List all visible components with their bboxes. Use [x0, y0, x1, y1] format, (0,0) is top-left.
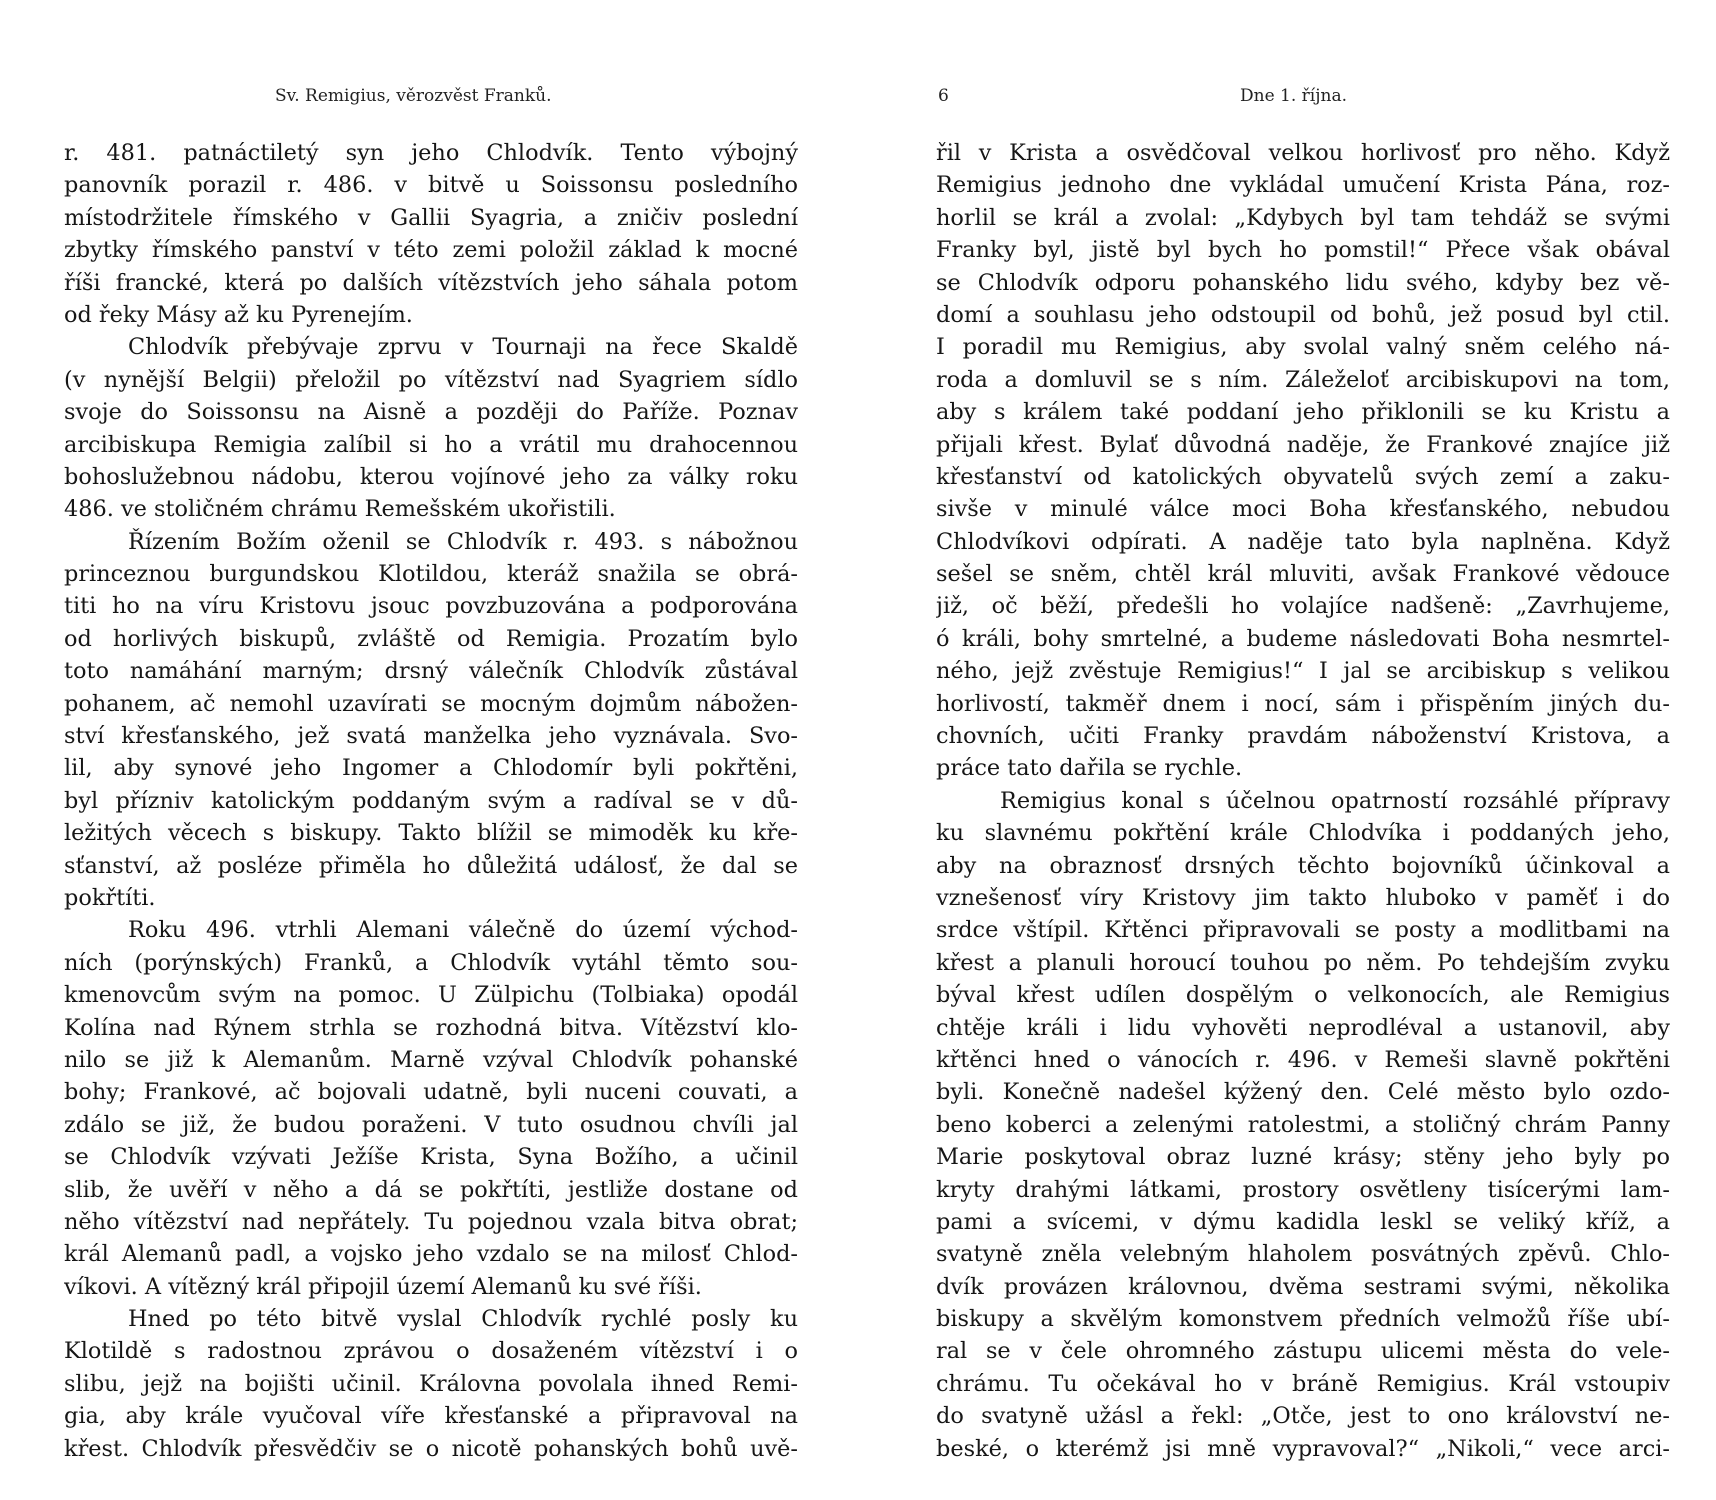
text-line: Franky byl, jistě byl bych ho pomstil!“ Přece však obával	[936, 237, 1670, 264]
text-line: Remigius konal s účelnou opatrností rozsáhlé přípravy	[1000, 787, 1670, 814]
text-line: arcibiskupa Remigia zalíbil si ho a vrátil mu drahocennou	[64, 431, 798, 458]
text-line: chrámu. Tu očekával ho v bráně Remigius. Král vstoupiv	[936, 1370, 1670, 1397]
text-line: Marie poskytoval obraz luzné krásy; stěny jeho byly po	[936, 1144, 1670, 1171]
text-line: již, oč běží, předešli ho volajíce nadšeně: „Zavrhujeme,	[936, 593, 1670, 620]
text-line: bohy; Frankové, ač bojovali udatně, byli nuceni couvati, a	[64, 1079, 798, 1106]
text-line: roda a domluvil se s ním. Záleželoť arcibiskupovi na tom,	[936, 366, 1670, 393]
text-line: ku slavnému pokřtění krále Chlodvíka i poddaných jeho,	[936, 820, 1670, 847]
text-line: říši francké, která po dalších vítězstvích jeho sáhala potom	[64, 269, 798, 296]
text-line: byl přízniv katolickým poddaným svým a radíval se v dů-	[64, 787, 798, 814]
text-line: pohanem, ač nemohl uzavírati se mocným dojmům nábožen-	[64, 690, 798, 717]
running-header-title: Sv. Remigius, věrozvěst Franků.	[275, 86, 552, 106]
text-line: víkovi. A vítězný král připojil území Alemanů ku své říši.	[64, 1273, 702, 1300]
text-line: aby s králem také poddaní jeho přiklonili se ku Kristu a	[936, 399, 1670, 426]
text-line: panovník porazil r. 486. v bitvě u Soissonsu posledního	[64, 172, 798, 199]
text-line: křest. Chlodvík přesvědčiv se o nicotě pohanských bohů uvě-	[64, 1435, 798, 1462]
text-line: svoje do Soissonsu na Aisně a později do Paříže. Poznav	[64, 399, 798, 426]
running-header-title: Dne 1. října.	[1240, 86, 1347, 106]
text-line: Řízením Božím oženil se Chlodvík r. 493. s nábožnou	[128, 528, 798, 555]
text-line: Chlodvík přebývaje zprvu v Tournaji na řece Skaldě	[128, 334, 798, 361]
text-line: křesťanství od katolických obyvatelů svých zemí a zaku-	[936, 463, 1670, 490]
text-line: Chlodvíkovi odpírati. A naděje tato byla naplněna. Když	[936, 528, 1670, 555]
text-line: ních (porýnských) Franků, a Chlodvík vytáhl těmto sou-	[64, 949, 798, 976]
text-line: od řeky Másy až ku Pyrenejím.	[64, 301, 413, 328]
text-line: horlil se král a zvolal: „Kdybych byl tam tehdáž se svými	[936, 204, 1670, 231]
right-page	[858, 0, 1716, 1500]
text-line: ného, jejž zvěstuje Remigius!“ I jal se arcibiskup s velikou	[936, 658, 1670, 685]
text-line: od horlivých biskupů, zvláště od Remigia. Prozatím bylo	[64, 625, 798, 652]
text-line: křest a planuli horoucí touhou po něm. Po tehdejším zvyku	[936, 949, 1670, 976]
text-line: vznešenosť víry Kristovy jim takto hluboko v paměť i do	[936, 884, 1670, 911]
text-line: do svatyně užásl a řekl: „Otče, jest to ono království ne-	[936, 1403, 1670, 1430]
text-line: ral se v čele ohromného zástupu ulicemi města do vele-	[936, 1338, 1670, 1365]
text-line: Kolína nad Rýnem strhla se rozhodná bitva. Vítězství klo-	[64, 1014, 798, 1041]
text-line: svatyně zněla velebným hlaholem posvátných zpěvů. Chlo-	[936, 1241, 1670, 1268]
text-line: beské, o kterémž jsi mně vypravoval?“ „Nikoli,“ vece arci-	[936, 1435, 1670, 1462]
right-page-text	[936, 137, 1670, 1465]
text-line: bohoslužebnou nádobu, kterou vojínové jeho za války roku	[64, 463, 798, 490]
text-line: 486. ve stoličném chrámu Remešském ukořistili.	[64, 496, 616, 523]
text-line: biskupy a skvělým komonstvem předních velmožů říše ubí-	[936, 1306, 1670, 1333]
text-line: ství křesťanského, jež svatá manželka jeho vyznávala. Svo-	[64, 723, 798, 750]
text-line: chtěje králi i lidu vyhověti neprodléval a ustanovil, aby	[936, 1014, 1670, 1041]
text-line: něho vítězství nad nepřátely. Tu pojednou vzala bitva obrat;	[64, 1208, 798, 1235]
text-line: srdce vštípil. Křtěnci připravovali se posty a modlitbami na	[936, 917, 1670, 944]
text-line: aby na obraznosť drsných těchto bojovníků účinkoval a	[936, 852, 1670, 879]
text-line: I poradil mu Remigius, aby svolal valný sněm celého ná-	[936, 334, 1670, 361]
text-line: místodržitele římského v Gallii Syagria, a zničiv poslední	[64, 204, 798, 231]
text-line: sivše v minulé válce moci Boha křesťanského, nebudou	[936, 496, 1670, 523]
left-page-text	[64, 137, 798, 1465]
text-line: r. 481. patnáctiletý syn jeho Chlodvík. Tento výbojný	[64, 140, 798, 166]
text-line: horlivostí, takměř dnem i nocí, sám i přispěním jiných du-	[936, 690, 1670, 717]
text-line: domí a souhlasu jeho odstoupil od bohů, jež posud byl ctil.	[936, 301, 1670, 328]
text-line: sešel se sněm, chtěl král mluviti, avšak Frankové vědouce	[936, 561, 1670, 588]
text-line: slib, že uvěří v něho a dá se pokřtíti, jestliže dostane od	[64, 1176, 798, 1203]
text-line: princeznou burgundskou Klotildou, kteráž snažila se obrá-	[64, 561, 798, 588]
text-line: toto namáhání marným; drsný válečník Chlodvík zůstával	[64, 658, 798, 685]
text-line: byli. Konečně nadešel kýžený den. Celé město bylo ozdo-	[936, 1079, 1670, 1106]
text-line: (v nynější Belgii) přeložil po vítězství nad Syagriem sídlo	[64, 366, 798, 393]
text-line: král Alemanů padl, a vojsko jeho vzdalo se na milosť Chlod-	[64, 1241, 798, 1268]
text-line: beno koberci a zelenými ratolestmi, a stoličný chrám Panny	[936, 1111, 1670, 1138]
text-line: gia, aby krále vyučoval víře křesťanské a připravoval na	[64, 1403, 798, 1430]
text-line: se Chlodvík vzývati Ježíše Krista, Syna Božího, a učinil	[64, 1144, 798, 1171]
text-line: sťanství, až posléze přiměla ho důležitá událosť, že dal se	[64, 852, 798, 879]
text-line: titi ho na víru Kristovu jsouc povzbuzována a podporována	[64, 593, 798, 620]
page-number: 6	[938, 86, 949, 106]
text-line: ležitých věcech s biskupy. Takto blížil se mimoděk ku kře-	[64, 820, 798, 847]
text-line: řil v Krista a osvědčoval velkou horlivosť pro něho. Když	[936, 140, 1670, 166]
text-line: práce tato dařila se rychle.	[936, 755, 1243, 782]
text-line: zdálo se již, že budou poraženi. V tuto osudnou chvíli jal	[64, 1111, 798, 1138]
text-line: zbytky římského panství v této zemi položil základ k mocné	[64, 237, 798, 264]
text-line: Hned po této bitvě vyslal Chlodvík rychlé posly ku	[128, 1306, 798, 1333]
text-line: Roku 496. vtrhli Alemani válečně do území východ-	[128, 917, 798, 944]
text-line: býval křest udílen dospělým o velkonocích, ale Remigius	[936, 982, 1670, 1009]
text-line: lil, aby synové jeho Ingomer a Chlodomír byli pokřtěni,	[64, 755, 798, 782]
text-line: kryty drahými látkami, prostory osvětleny tisícerými lam-	[936, 1176, 1670, 1203]
text-line: se Chlodvík odporu pohanského lidu svého, kdyby bez vě-	[936, 269, 1670, 296]
text-line: křtěnci hned o vánocích r. 496. v Remeši slavně pokřtěni	[936, 1046, 1670, 1073]
text-line: přijali křest. Bylať důvodná naděje, že Frankové znajíce již	[936, 431, 1670, 458]
text-line: Klotildě s radostnou zprávou o dosaženém vítězství i o	[64, 1338, 798, 1365]
text-line: dvík provázen královnou, dvěma sestrami svými, několika	[936, 1273, 1670, 1300]
text-line: pami a svícemi, v dýmu kadidla leskl se veliký kříž, a	[936, 1208, 1670, 1235]
text-line: kmenovcům svým na pomoc. U Zülpichu (Tolbiaka) opodál	[64, 982, 798, 1009]
text-line: pokřtíti.	[64, 884, 156, 911]
text-line: chovních, učiti Franky pravdám náboženství Kristova, a	[936, 723, 1670, 750]
text-line: Remigius jednoho dne vykládal umučení Krista Pána, roz-	[936, 172, 1670, 199]
text-line: nilo se již k Alemanům. Marně vzýval Chlodvík pohanské	[64, 1046, 798, 1073]
text-line: slibu, jejž na bojišti učinil. Královna povolala ihned Remi-	[64, 1370, 798, 1397]
text-line: ó králi, bohy smrtelné, a budeme následovati Boha nesmrtel-	[936, 625, 1670, 652]
